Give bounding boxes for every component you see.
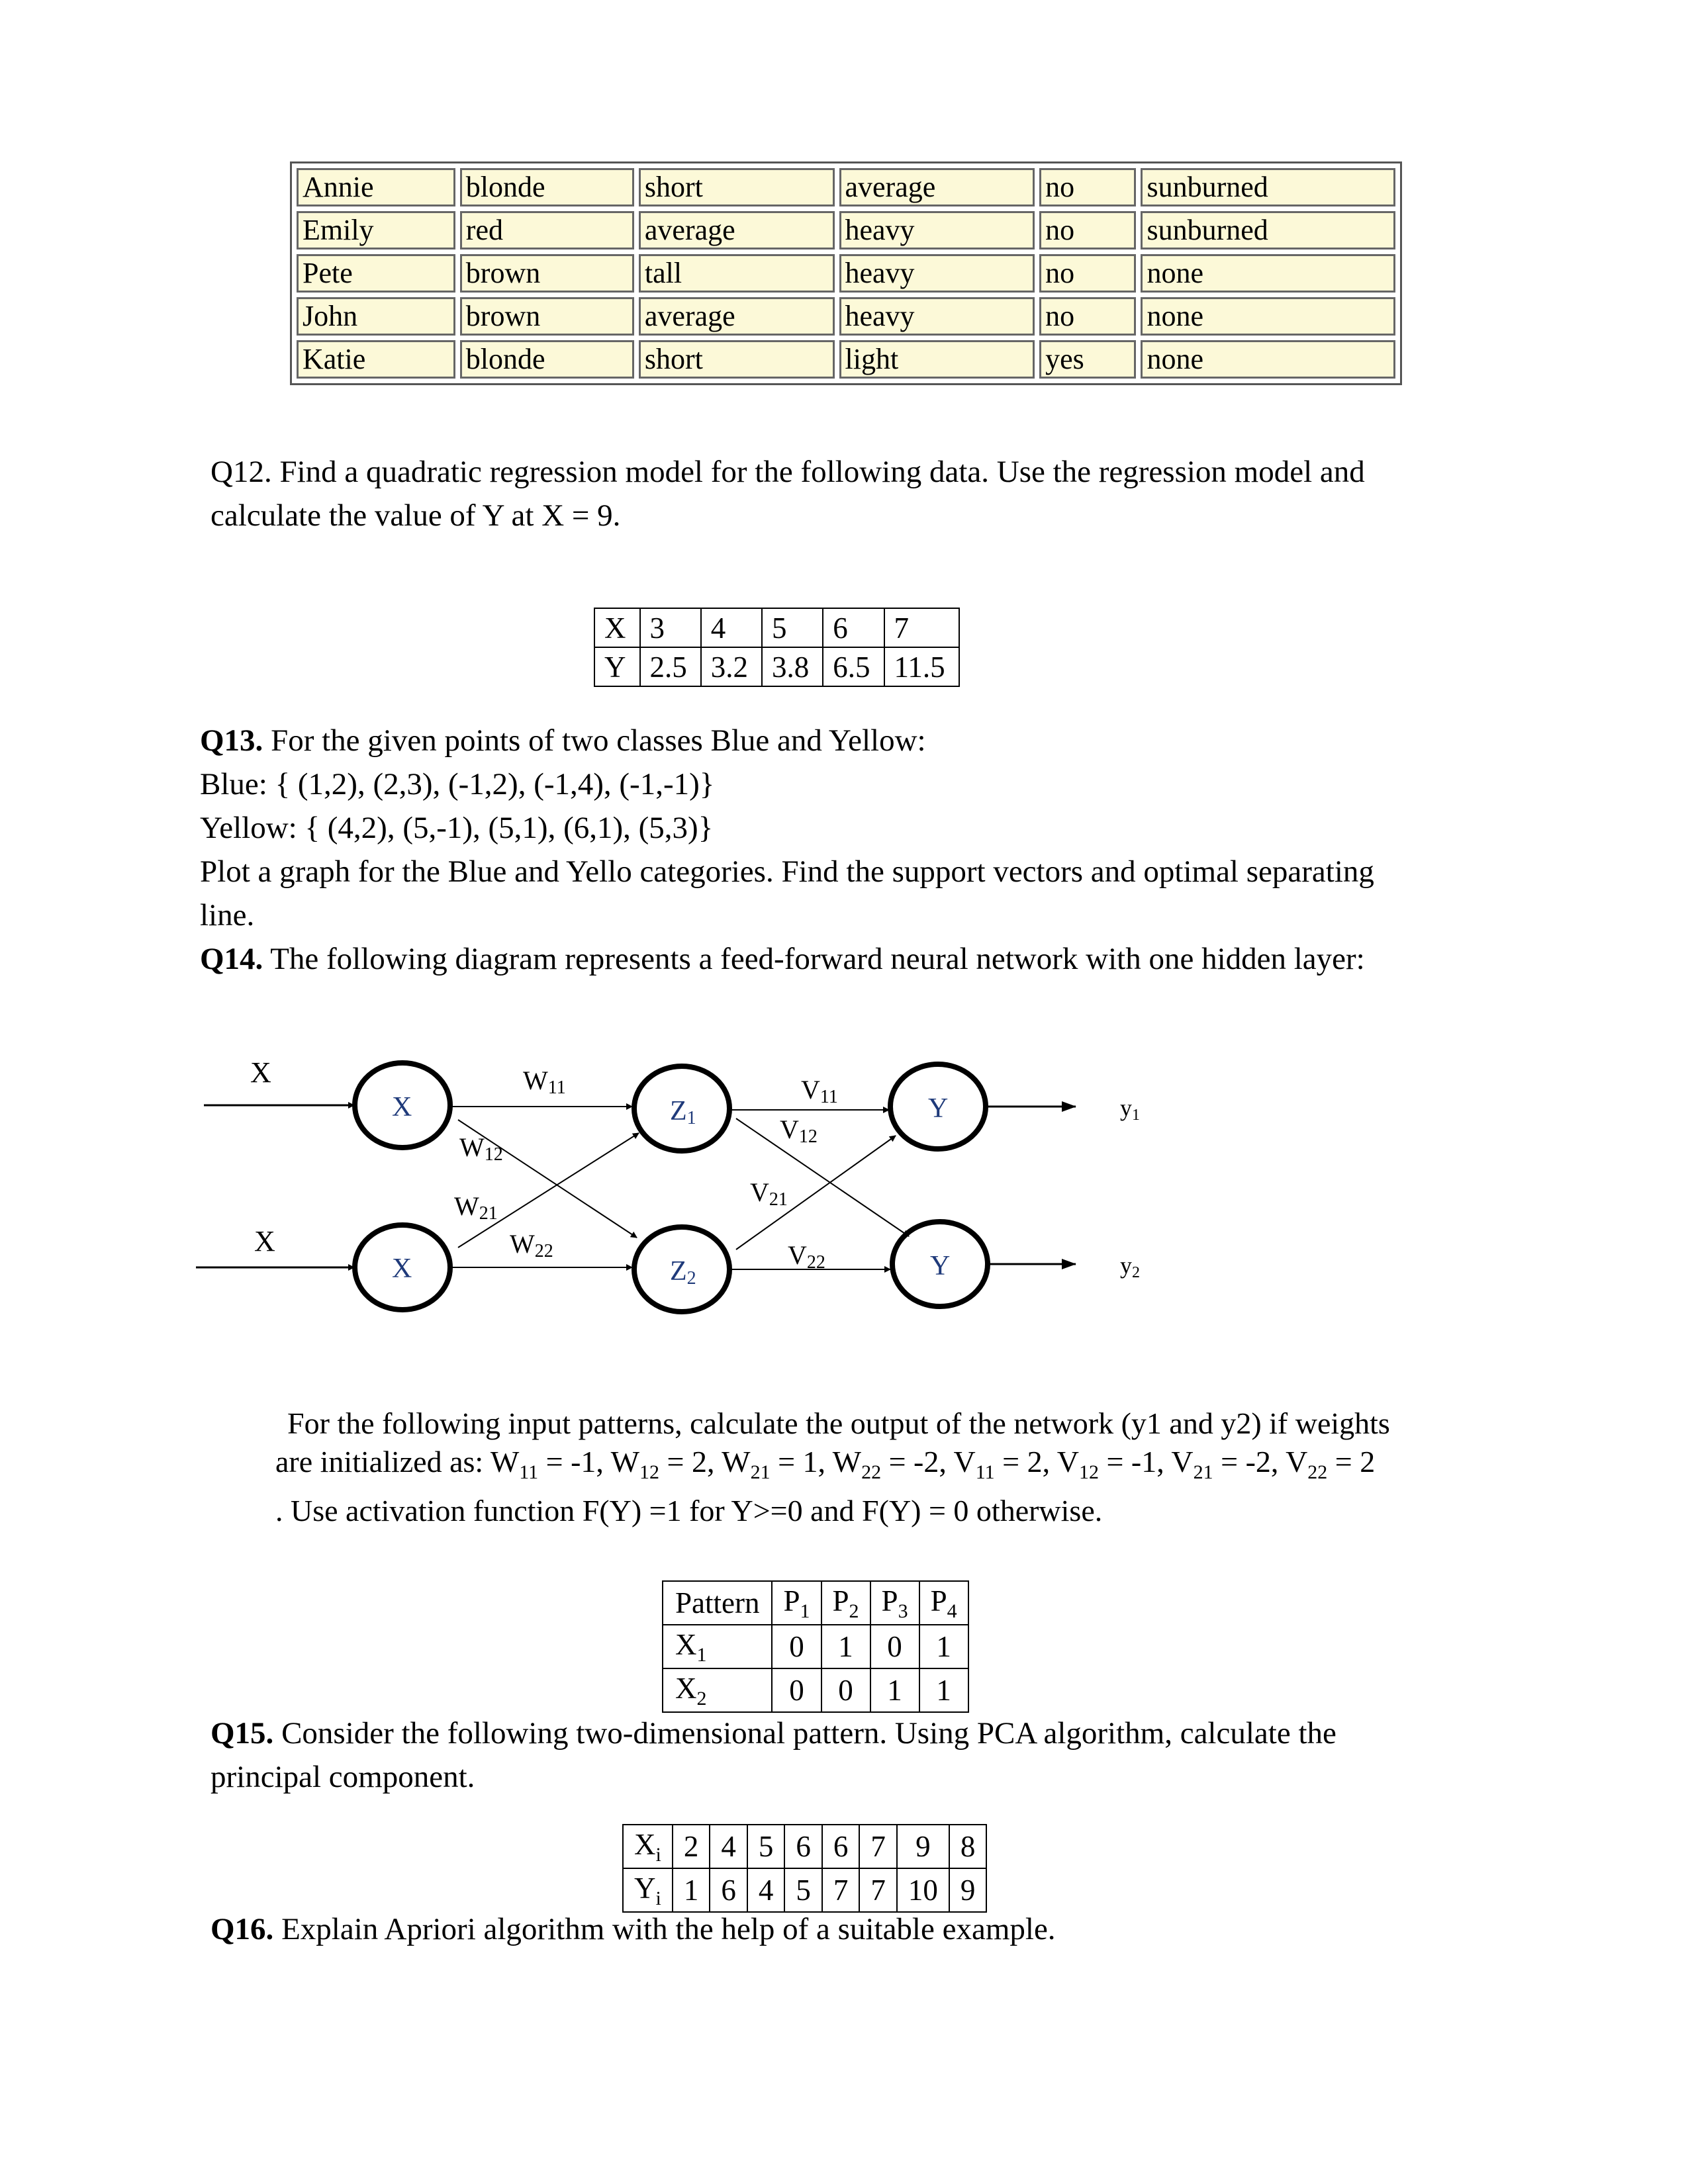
pca-y-cell: 5 bbox=[784, 1868, 822, 1912]
sunburn-cell: red bbox=[460, 211, 634, 250]
q12-question bbox=[211, 450, 1534, 537]
pca-x-cell: 9 bbox=[897, 1825, 949, 1868]
q13-question bbox=[200, 719, 1524, 981]
pca-y-cell: 1 bbox=[673, 1868, 710, 1912]
sunburn-cell: blonde bbox=[460, 168, 634, 206]
q12-x-cell: 3 bbox=[640, 608, 701, 647]
q14-para-line1: For the following input patterns, calculate the output of the network (y1 and y2) if weights bbox=[287, 1406, 1390, 1440]
hidden-node-1-label: Z1 bbox=[670, 1096, 696, 1128]
sunburn-cell: sunburned bbox=[1141, 168, 1395, 206]
pca-data-table bbox=[622, 1824, 987, 1913]
pattern-row-label: $X_2$ bbox=[663, 1668, 772, 1712]
sunburn-cell: tall bbox=[639, 254, 835, 293]
pca-x-cell: 5 bbox=[747, 1825, 785, 1868]
sunburn-cell: short bbox=[639, 340, 835, 379]
q14-label: Q14. bbox=[200, 942, 263, 976]
q13-line1: Q13. For the given points of two classes Blue and Yellow: bbox=[200, 723, 926, 758]
pca-x-cell: 8 bbox=[949, 1825, 987, 1868]
q15-question bbox=[211, 1711, 1534, 1799]
weight-label-w21: W21 bbox=[454, 1191, 498, 1224]
pattern-header-row bbox=[663, 1581, 968, 1625]
pattern-cell: 1 bbox=[870, 1668, 919, 1712]
pattern-header-cell: $P_4$ bbox=[919, 1581, 968, 1625]
sunburn-row bbox=[297, 297, 1395, 336]
sunburn-row bbox=[297, 254, 1395, 293]
q16-question bbox=[211, 1907, 1534, 1951]
sunburn-cell: heavy bbox=[839, 254, 1035, 293]
pca-y-cell: 7 bbox=[822, 1868, 860, 1912]
pca-y-cell: 7 bbox=[859, 1868, 897, 1912]
q12-data-table bbox=[594, 608, 960, 687]
weight-label-v22: V22 bbox=[788, 1240, 825, 1273]
pattern-table bbox=[662, 1580, 969, 1713]
pattern-cell: 0 bbox=[870, 1625, 919, 1668]
sunburn-cell: brown bbox=[460, 254, 634, 293]
sunburn-cell: John bbox=[297, 297, 455, 336]
q12-y-label: Y bbox=[594, 647, 640, 686]
sunburn-table bbox=[290, 161, 1402, 385]
q12-x-cell: 5 bbox=[762, 608, 823, 647]
sunburn-cell: yes bbox=[1039, 340, 1136, 379]
pattern-cell: 1 bbox=[821, 1625, 870, 1668]
q13-yellow-points: Yellow: { (4,2), (5,-1), (5,1), (6,1), (5,3)} bbox=[200, 811, 714, 845]
pca-y-cell: 9 bbox=[949, 1868, 987, 1912]
output-node-2-label: Y bbox=[930, 1251, 951, 1281]
input-node-2-label: X bbox=[392, 1253, 412, 1284]
pca-x-cell: 2 bbox=[673, 1825, 710, 1868]
q12-line1: Q12. Find a quadratic regression model for the following data. Use the regression model and bbox=[211, 455, 1365, 489]
q12-line2: calculate the value of Y at X = 9. bbox=[211, 498, 621, 533]
sunburn-row bbox=[297, 340, 1395, 379]
q14-para-line2: are initialized as: $W_{11} = -1$, $W_{12} = 2$, $W_{21} = 1$, $W_{22} = -2$, $V_{11} = 2$, $V_{12} = -1$, $V_{21} = -2$, $V_{22} = 2$ bbox=[275, 1445, 1376, 1484]
q12-y-cell: 6.5 bbox=[823, 647, 884, 686]
pca-y-row bbox=[623, 1868, 986, 1912]
output-label-y2: y2 bbox=[1120, 1252, 1140, 1281]
sunburn-cell: Katie bbox=[297, 340, 455, 379]
q15-label: Q15. bbox=[211, 1716, 274, 1751]
q12-x-cell: 6 bbox=[823, 608, 884, 647]
pattern-cell: 0 bbox=[821, 1668, 870, 1712]
sunburn-cell: no bbox=[1039, 168, 1136, 206]
q13-line5: line. bbox=[200, 898, 255, 933]
q14-paragraph bbox=[275, 1404, 1533, 1530]
weight-label-v12: V12 bbox=[780, 1115, 818, 1147]
pca-x-cell: 4 bbox=[710, 1825, 747, 1868]
input-label-x1: X bbox=[250, 1056, 271, 1089]
pca-y-cell: 10 bbox=[897, 1868, 949, 1912]
q14-line: Q14. The following diagram represents a feed-forward neural network with one hidden layer: bbox=[200, 942, 1365, 976]
q12-y-cell: 11.5 bbox=[884, 647, 959, 686]
sunburn-cell: Pete bbox=[297, 254, 455, 293]
weight-label-v21: V21 bbox=[750, 1177, 788, 1210]
q12-y-cell: 2.5 bbox=[640, 647, 701, 686]
q15-line1: Q15. Consider the following two-dimensional pattern. Using PCA algorithm, calculate the bbox=[211, 1716, 1336, 1751]
q12-x-cell: 4 bbox=[701, 608, 762, 647]
pca-y-label: $Y_i$ bbox=[623, 1868, 673, 1912]
q12-x-label: X bbox=[594, 608, 640, 647]
sunburn-row bbox=[297, 168, 1395, 206]
sunburn-cell: average bbox=[639, 297, 835, 336]
sunburn-cell: Annie bbox=[297, 168, 455, 206]
output-node-1-label: Y bbox=[928, 1093, 949, 1124]
weight-label-w22: W22 bbox=[510, 1229, 553, 1261]
pca-x-label: $X_i$ bbox=[623, 1825, 673, 1868]
q13-blue-points: Blue: { (1,2), (2,3), (-1,2), (-1,4), (-1,-1)} bbox=[200, 767, 715, 801]
sunburn-cell: brown bbox=[460, 297, 634, 336]
pca-x-cell: 7 bbox=[859, 1825, 897, 1868]
sunburn-cell: average bbox=[639, 211, 835, 250]
q13-label: Q13. bbox=[200, 723, 263, 758]
sunburn-cell: none bbox=[1141, 297, 1395, 336]
sunburn-cell: average bbox=[839, 168, 1035, 206]
pca-x-row bbox=[623, 1825, 986, 1868]
pattern-row-x1 bbox=[663, 1625, 968, 1668]
input-label-x2: X bbox=[254, 1225, 275, 1257]
pattern-header-label: Pattern bbox=[663, 1581, 772, 1625]
pattern-cell: 1 bbox=[919, 1668, 968, 1712]
q15-line2: principal component. bbox=[211, 1760, 475, 1794]
pattern-header-cell: $P_3$ bbox=[870, 1581, 919, 1625]
pca-x-cell: 6 bbox=[822, 1825, 860, 1868]
weight-label-v11: V11 bbox=[801, 1075, 838, 1107]
sunburn-cell: none bbox=[1141, 254, 1395, 293]
pattern-cell: 1 bbox=[919, 1625, 968, 1668]
pattern-row-label: $X_1$ bbox=[663, 1625, 772, 1668]
weight-label-w11: W11 bbox=[523, 1066, 566, 1098]
pca-x-cell: 6 bbox=[784, 1825, 822, 1868]
sunburn-cell: none bbox=[1141, 340, 1395, 379]
sunburn-cell: sunburned bbox=[1141, 211, 1395, 250]
pca-y-cell: 4 bbox=[747, 1868, 785, 1912]
q12-x-cell: 7 bbox=[884, 608, 959, 647]
pattern-cell: 0 bbox=[772, 1668, 821, 1712]
q12-x-row bbox=[594, 608, 959, 647]
input-node-1-label: X bbox=[392, 1092, 412, 1122]
q16-line: Q16. Explain Apriori algorithm with the help of a suitable example. bbox=[211, 1912, 1056, 1946]
sunburn-cell: no bbox=[1039, 211, 1136, 250]
sunburn-cell: blonde bbox=[460, 340, 634, 379]
neural-network-diagram bbox=[0, 1032, 1688, 1337]
pattern-cell: 0 bbox=[772, 1625, 821, 1668]
sunburn-cell: short bbox=[639, 168, 835, 206]
q12-y-cell: 3.2 bbox=[701, 647, 762, 686]
pattern-header-cell: $P_1$ bbox=[772, 1581, 821, 1625]
q12-y-cell: 3.8 bbox=[762, 647, 823, 686]
q13-line4: Plot a graph for the Blue and Yello categories. Find the support vectors and optimal separating bbox=[200, 854, 1374, 889]
pattern-header-cell: $P_2$ bbox=[821, 1581, 870, 1625]
hidden-node-2-label: Z2 bbox=[670, 1256, 696, 1289]
output-label-y1: y1 bbox=[1120, 1095, 1140, 1124]
sunburn-cell: heavy bbox=[839, 297, 1035, 336]
q12-y-row bbox=[594, 647, 959, 686]
sunburn-row bbox=[297, 211, 1395, 250]
sunburn-cell: no bbox=[1039, 254, 1136, 293]
sunburn-cell: light bbox=[839, 340, 1035, 379]
pca-y-cell: 6 bbox=[710, 1868, 747, 1912]
q14-para-line3: . Use activation function F(Y) =1 for Y>=0 and F(Y) = 0 otherwise. bbox=[275, 1494, 1103, 1528]
q16-label: Q16. bbox=[211, 1912, 274, 1946]
sunburn-cell: heavy bbox=[839, 211, 1035, 250]
sunburn-cell: Emily bbox=[297, 211, 455, 250]
pattern-row-x2 bbox=[663, 1668, 968, 1712]
sunburn-cell: no bbox=[1039, 297, 1136, 336]
weight-label-w12: W12 bbox=[459, 1132, 503, 1165]
